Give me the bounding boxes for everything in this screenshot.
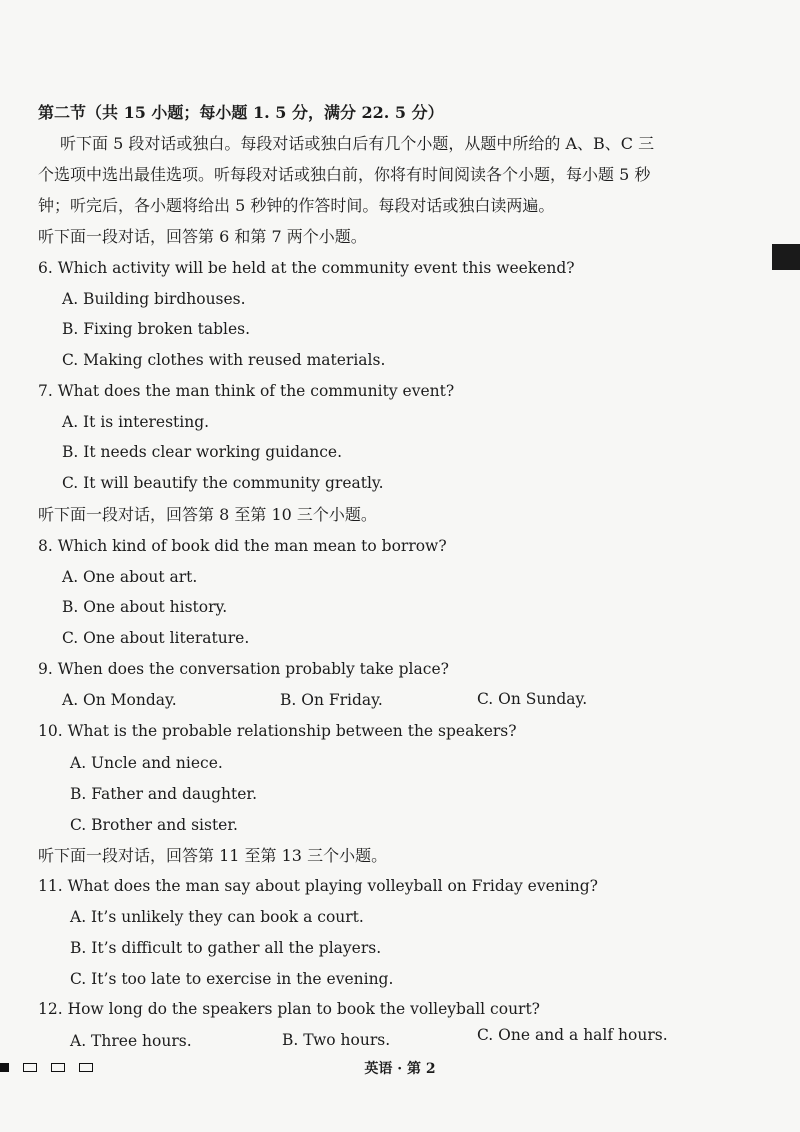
page-footer-label: 英语 · 第 2 [364, 1061, 436, 1077]
option: B. One about history. [62, 598, 228, 616]
option: B. Father and daughter. [70, 785, 258, 803]
edge-marker [772, 244, 800, 270]
option: A. Building birdhouses. [62, 290, 246, 308]
instruction-line: 听下面 5 段对话或独白。每段对话或独白后有几个小题，从题中所给的 A、B、C 三 [60, 134, 655, 153]
group-prompt: 听下面一段对话，回答第 11 至第 13 三个小题。 [38, 846, 388, 865]
question-8: 8. Which kind of book did the man mean to borrow? [38, 537, 447, 555]
option: A. One about art. [62, 568, 198, 586]
option: B. Two hours. [282, 1031, 391, 1049]
instruction-line: 个选项中选出最佳选项。听每段对话或独白前，你将有时间阅读各个小题，每小题 5 秒 [38, 165, 651, 184]
option: C. One and a half hours. [477, 1026, 668, 1044]
group-prompt: 听下面一段对话，回答第 8 至第 10 三个小题。 [38, 505, 377, 524]
option: C. Brother and sister. [70, 816, 238, 834]
question-9: 9. When does the conversation probably take place? [38, 660, 449, 678]
option: A. It’s unlikely they can book a court. [70, 908, 364, 926]
question-7: 7. What does the man think of the community event? [38, 382, 455, 400]
group-prompt: 听下面一段对话，回答第 6 和第 7 两个小题。 [38, 227, 367, 246]
option: C. It’s too late to exercise in the evening. [70, 970, 394, 988]
section-heading: 第二节（共 15 小题；每小题 1. 5 分，满分 22. 5 分） [38, 103, 444, 122]
question-11: 11. What does the man say about playing volleyball on Friday evening? [38, 877, 598, 895]
option: B. It’s difficult to gather all the players. [70, 939, 382, 957]
question-6: 6. Which activity will be held at the community event this weekend? [38, 259, 575, 277]
option: A. It is interesting. [62, 413, 210, 431]
option: A. On Monday. [62, 691, 177, 709]
option: A. Three hours. [70, 1032, 192, 1050]
option: B. It needs clear working guidance. [62, 443, 343, 461]
instruction-line: 钟；听完后，各小题将给出 5 秒钟的作答时间。每段对话或独白读两遍。 [38, 196, 555, 215]
option: B. Fixing broken tables. [62, 320, 251, 338]
option: C. On Sunday. [477, 690, 588, 708]
option: C. It will beautify the community greatly. [62, 474, 384, 492]
option: A. Uncle and niece. [70, 754, 223, 772]
question-10: 10. What is the probable relationship between the speakers? [38, 722, 517, 740]
option: C. Making clothes with reused materials. [62, 351, 386, 369]
question-12: 12. How long do the speakers plan to book the volleyball court? [38, 1000, 540, 1018]
option: C. One about literature. [62, 629, 250, 647]
option: B. On Friday. [280, 691, 383, 709]
